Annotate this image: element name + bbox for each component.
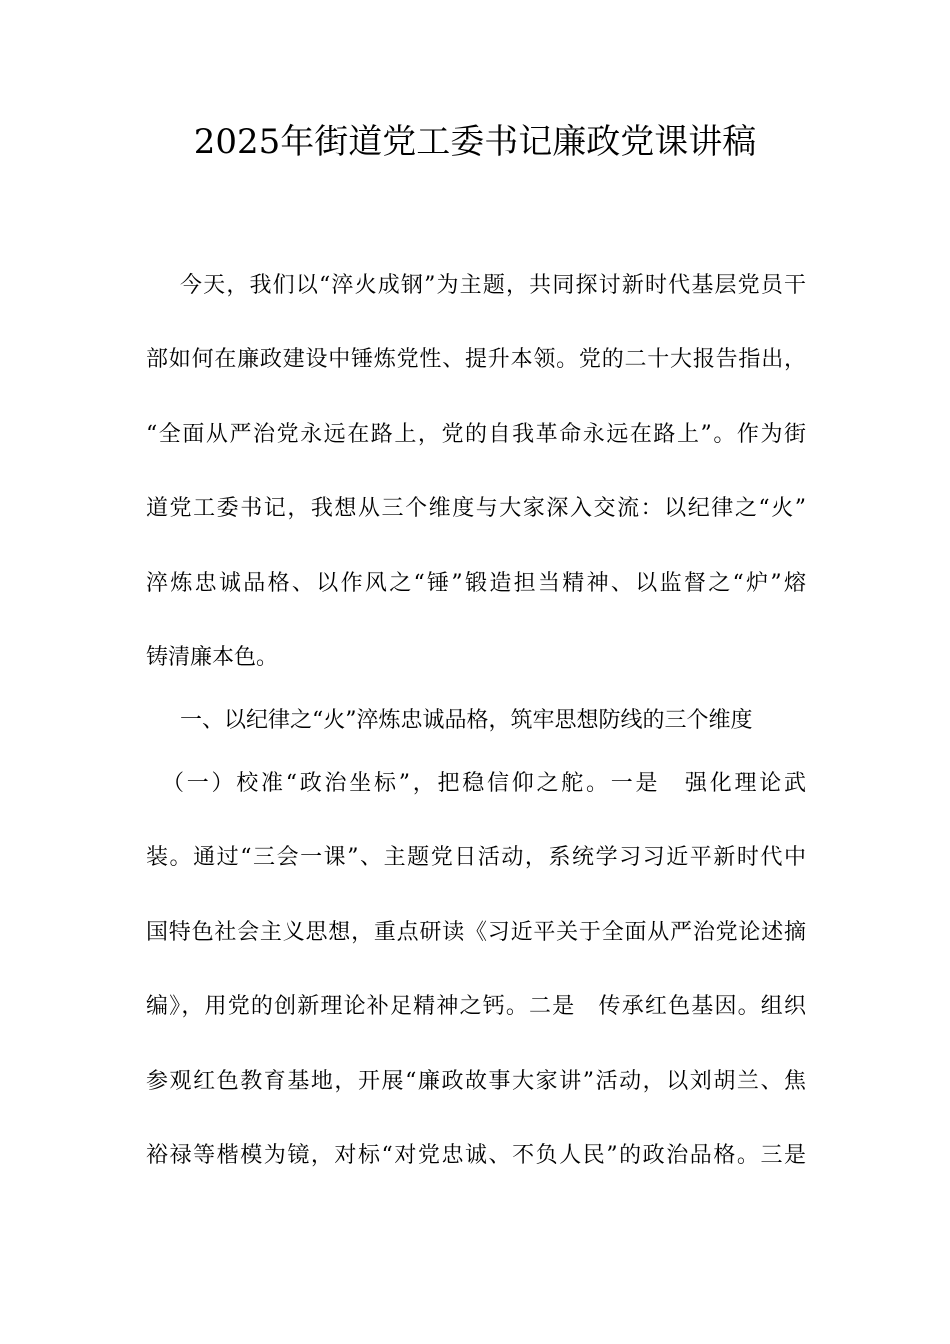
document-title: 2025年街道党工委书记廉政党课讲稿 [193, 122, 757, 162]
paragraph-line: 铸清廉本色。 [146, 645, 279, 670]
paragraph-line: 裕禄等楷模为镜，对标“对党忠诚、不负人民”的政治品格。三是 [146, 1143, 806, 1168]
paragraph-line: “全面从严治党永远在路上，党的自我革命永远在路上”。作为街 [146, 422, 806, 447]
paragraph-line: 国特色社会主义思想，重点研读《习近平关于全面从严治党论述摘 [146, 920, 806, 945]
section-heading: 一、以纪律之“火”淬炼忠诚品格，筑牢思想防线的三个维度 [180, 708, 753, 733]
paragraph-line: 道党工委书记，我想从三个维度与大家深入交流：以纪律之“火” [146, 496, 806, 521]
paragraph-line: 编》，用党的创新理论补足精神之钙。二是 传承红色基因。组织 [146, 994, 806, 1019]
paragraph-line: 部如何在廉政建设中锤炼党性、提升本领。党的二十大报告指出， [146, 347, 806, 372]
paragraph-line: 淬炼忠诚品格、以作风之“锤”锻造担当精神、以监督之“炉”熔 [146, 571, 806, 596]
paragraph-line: 装。通过“三会一课”、主题党日活动，系统学习习近平新时代中 [146, 845, 806, 870]
paragraph-line: 参观红色教育基地，开展“廉政故事大家讲”活动，以刘胡兰、焦 [146, 1069, 806, 1094]
paragraph-line: 今天，我们以“淬火成钢”为主题，共同探讨新时代基层党员干 [180, 273, 806, 298]
paragraph-line: （一）校准“政治坐标”，把稳信仰之舵。一是 强化理论武 [162, 771, 806, 796]
